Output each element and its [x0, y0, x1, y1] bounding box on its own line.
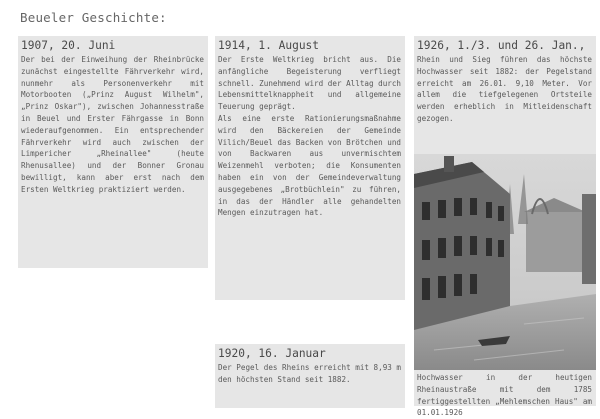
entry-1914-title: 1914, 1. August: [218, 39, 320, 52]
entry-1920-text: Der Pegel des Rheins erreicht mit 8,93 m den höchsten Stand seit 1882.: [218, 363, 401, 384]
entry-1914-text-1: Der Erste Weltkrieg bricht aus. Die anfängliche Begeisterung verfliegt schnell. Zunehmend wird der Alltag durch Lebensmittelknappheit und allgemeine Teuerung geprägt.: [218, 55, 401, 112]
entry-1926-title: 1926, 1./3. und 26. Jan.,: [417, 39, 586, 52]
page-heading: Beueler Geschichte:: [20, 10, 167, 25]
entry-1920-title: 1920, 16. Januar: [218, 347, 326, 360]
entry-1907-title: 1907, 20. Juni: [21, 39, 116, 52]
flood-photo-caption: Hochwasser in der heutigen Rheinaustraße mit dem 1785 fertiggestellten „Mehlemschen Haus" am 01.01.1926: [417, 373, 592, 418]
entry-1926-text: Rhein und Sieg führen das höchste Hochwasser seit 1882: der Pegelstand erreicht am 26.01. 9,10 Meter. Vor allem die tiefgelegenen Ortsteile werden erheblich in Mitleidenschaft gezogen.: [417, 55, 592, 123]
entry-1907: [18, 36, 208, 268]
entry-1907-text: Der bei der Einweihung der Rheinbrücke zunächst eingestellte Fährverkehr wird, nunmehr als Personenverkehr mit Motorbooten („Prinz August Wilhelm", „Prinz Oskar"), zwischen Johannesstraße in Beuel und Erster Fährgasse in Bonn wiederaufgenommen. Ein entsprechender Fährverkehr wird auch zwischen der Limpericher „Rheinallee" (heute Rhenusallee) und der Bonner Gronau bewilligt, kann aber erst nach dem Ersten Weltkrieg praktiziert werden.: [21, 55, 204, 194]
entry-1920: [215, 344, 405, 408]
flood-photo: [414, 154, 596, 370]
entry-1914-text-2: Als eine erste Rationierungsmaßnahme wird den Bäckereien der Gemeinde Vilich/Beuel das Backen von Brötchen und von Backwaren aus unvermischtem Weizenmehl verboten; die Konsumenten haben ein von der Gemeindeverwaltung ausgegebenes „Brotbüchlein" zu führen, in das der Händler alle gehandelten Mengen einzutragen hat.: [218, 113, 401, 218]
entry-1914: [215, 36, 405, 300]
entry-1926: [414, 36, 596, 418]
